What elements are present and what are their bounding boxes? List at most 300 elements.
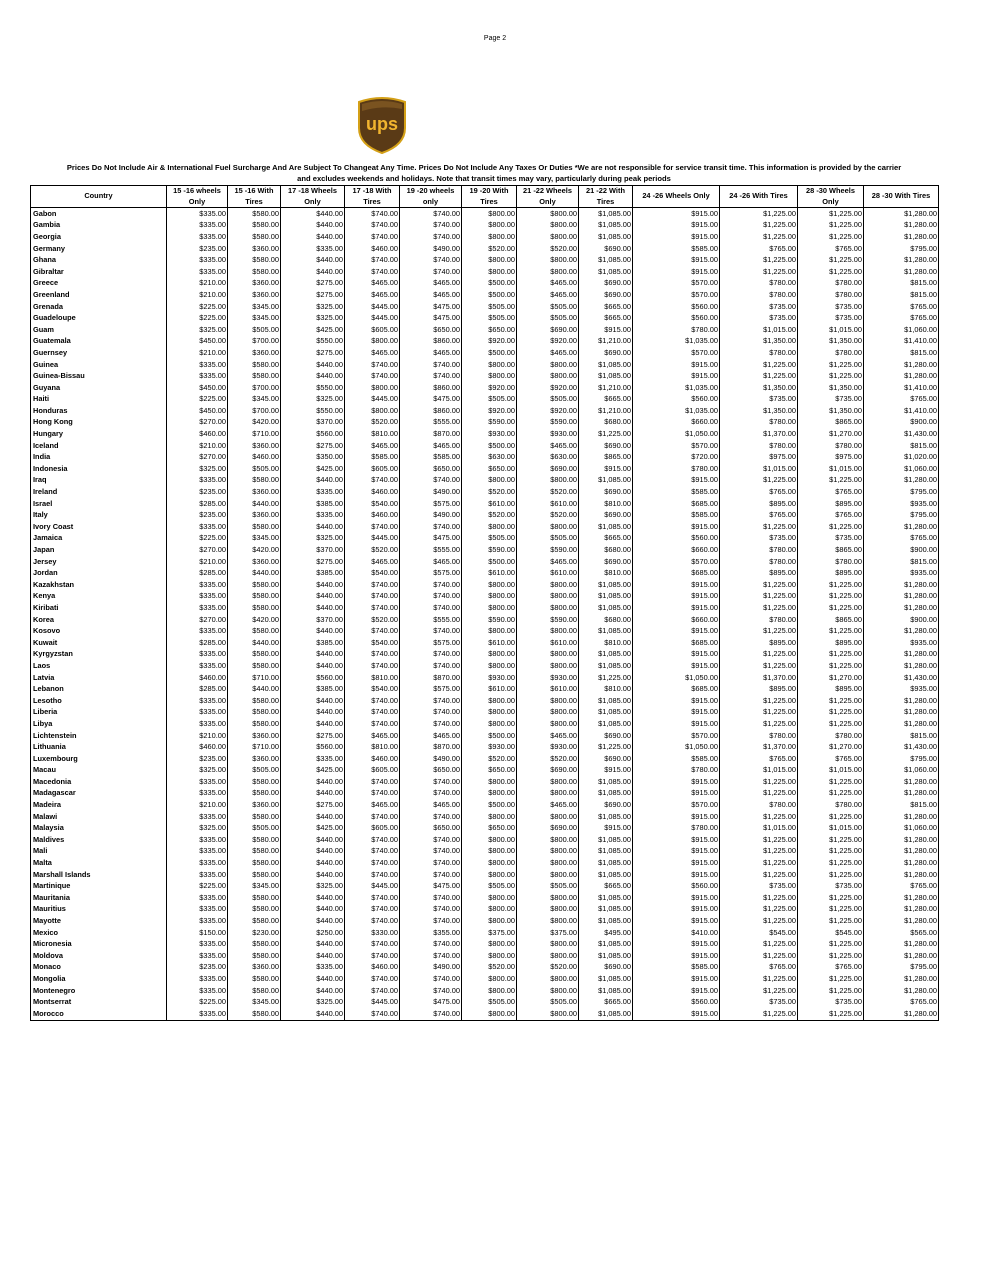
price-cell: $465.00	[400, 278, 462, 290]
price-cell: $440.00	[281, 208, 345, 220]
price-cell: $865.00	[798, 614, 864, 626]
price-cell: $505.00	[228, 324, 281, 336]
price-cell: $800.00	[517, 1008, 579, 1020]
price-cell: $1,225.00	[798, 834, 864, 846]
price-cell: $580.00	[228, 788, 281, 800]
price-cell: $1,280.00	[864, 649, 939, 661]
price-cell: $1,280.00	[864, 1008, 939, 1020]
price-cell: $650.00	[400, 765, 462, 777]
price-cell: $580.00	[228, 649, 281, 661]
price-cell: $1,350.00	[798, 405, 864, 417]
country-cell: Lesotho	[31, 695, 167, 707]
price-cell: $1,085.00	[579, 776, 633, 788]
price-cell: $335.00	[167, 579, 228, 591]
price-cell: $800.00	[517, 602, 579, 614]
price-cell: $575.00	[400, 498, 462, 510]
price-cell: $580.00	[228, 985, 281, 997]
price-cell: $740.00	[345, 521, 400, 533]
country-cell: Latvia	[31, 672, 167, 684]
price-cell: $1,015.00	[798, 324, 864, 336]
price-cell: $895.00	[798, 498, 864, 510]
price-cell: $800.00	[462, 695, 517, 707]
table-row	[31, 1008, 939, 1020]
country-cell: Moldova	[31, 950, 167, 962]
price-cell: $1,225.00	[798, 846, 864, 858]
price-cell: $930.00	[462, 672, 517, 684]
price-cell: $460.00	[167, 672, 228, 684]
price-cell: $440.00	[281, 857, 345, 869]
price-cell: $440.00	[281, 938, 345, 950]
table-row	[31, 440, 939, 452]
price-cell: $800.00	[517, 950, 579, 962]
price-cell: $1,225.00	[798, 915, 864, 927]
column-header: 24 -26 Wheels Only	[633, 186, 720, 208]
price-cell: $1,225.00	[720, 788, 798, 800]
price-cell: $800.00	[517, 625, 579, 637]
price-cell: $915.00	[633, 220, 720, 232]
price-cell: $225.00	[167, 394, 228, 406]
price-cell: $740.00	[400, 602, 462, 614]
price-cell: $450.00	[167, 405, 228, 417]
price-cell: $735.00	[720, 301, 798, 313]
table-row	[31, 834, 939, 846]
price-cell: $915.00	[633, 718, 720, 730]
price-cell: $1,035.00	[633, 405, 720, 417]
price-cell: $800.00	[517, 776, 579, 788]
price-cell: $1,060.00	[864, 463, 939, 475]
price-cell: $275.00	[281, 278, 345, 290]
price-cell: $740.00	[400, 521, 462, 533]
price-cell: $1,085.00	[579, 579, 633, 591]
price-cell: $350.00	[281, 451, 345, 463]
price-cell: $915.00	[633, 857, 720, 869]
price-cell: $585.00	[633, 509, 720, 521]
price-cell: $335.00	[167, 649, 228, 661]
price-cell: $915.00	[633, 707, 720, 719]
price-cell: $1,370.00	[720, 428, 798, 440]
price-cell: $1,225.00	[720, 846, 798, 858]
table-row	[31, 231, 939, 243]
price-cell: $335.00	[167, 973, 228, 985]
country-cell: Mayotte	[31, 915, 167, 927]
price-cell: $585.00	[633, 962, 720, 974]
price-cell: $780.00	[798, 730, 864, 742]
price-cell: $740.00	[345, 973, 400, 985]
price-cell: $765.00	[798, 962, 864, 974]
price-cell: $800.00	[462, 857, 517, 869]
price-cell: $440.00	[281, 950, 345, 962]
price-cell: $440.00	[281, 915, 345, 927]
price-cell: $580.00	[228, 718, 281, 730]
price-cell: $630.00	[517, 451, 579, 463]
table-row	[31, 289, 939, 301]
price-cell: $1,225.00	[798, 475, 864, 487]
price-cell: $780.00	[720, 440, 798, 452]
price-cell: $345.00	[228, 996, 281, 1008]
table-row	[31, 220, 939, 232]
country-cell: Mongolia	[31, 973, 167, 985]
price-cell: $1,280.00	[864, 231, 939, 243]
price-cell: $1,085.00	[579, 973, 633, 985]
country-cell: Mexico	[31, 927, 167, 939]
price-cell: $465.00	[400, 730, 462, 742]
price-cell: $800.00	[517, 892, 579, 904]
country-cell: Iraq	[31, 475, 167, 487]
price-cell: $1,280.00	[864, 904, 939, 916]
price-cell: $580.00	[228, 475, 281, 487]
price-cell: $275.00	[281, 289, 345, 301]
price-cell: $360.00	[228, 440, 281, 452]
price-cell: $335.00	[281, 486, 345, 498]
price-cell: $610.00	[517, 498, 579, 510]
price-cell: $490.00	[400, 753, 462, 765]
price-cell: $800.00	[517, 266, 579, 278]
price-cell: $660.00	[633, 614, 720, 626]
price-cell: $915.00	[579, 765, 633, 777]
price-cell: $1,280.00	[864, 834, 939, 846]
price-cell: $490.00	[400, 962, 462, 974]
price-cell: $360.00	[228, 753, 281, 765]
country-cell: Lebanon	[31, 683, 167, 695]
price-cell: $915.00	[633, 973, 720, 985]
svg-text:ups: ups	[365, 114, 399, 134]
column-header: 17 -18 Wheels Only	[281, 186, 345, 208]
price-cell: $915.00	[579, 463, 633, 475]
price-cell: $505.00	[462, 533, 517, 545]
price-cell: $740.00	[400, 718, 462, 730]
price-cell: $915.00	[633, 904, 720, 916]
price-cell: $915.00	[633, 788, 720, 800]
price-cell: $740.00	[345, 220, 400, 232]
price-notice	[30, 162, 938, 184]
price-cell: $765.00	[864, 301, 939, 313]
country-cell: Hong Kong	[31, 417, 167, 429]
price-cell: $540.00	[345, 683, 400, 695]
price-cell: $580.00	[228, 776, 281, 788]
price-cell: $665.00	[579, 394, 633, 406]
price-cell: $210.00	[167, 289, 228, 301]
price-cell: $465.00	[517, 556, 579, 568]
table-row	[31, 208, 939, 220]
price-cell: $800.00	[517, 915, 579, 927]
price-cell: $765.00	[720, 486, 798, 498]
price-cell: $520.00	[462, 509, 517, 521]
price-cell: $800.00	[462, 208, 517, 220]
price-cell: $740.00	[400, 254, 462, 266]
price-cell: $1,280.00	[864, 220, 939, 232]
price-cell: $475.00	[400, 312, 462, 324]
price-cell: $915.00	[633, 869, 720, 881]
price-cell: $520.00	[517, 486, 579, 498]
country-cell: Monaco	[31, 962, 167, 974]
price-cell: $740.00	[345, 579, 400, 591]
price-cell: $1,225.00	[798, 950, 864, 962]
price-cell: $580.00	[228, 973, 281, 985]
price-cell: $780.00	[798, 347, 864, 359]
price-cell: $475.00	[400, 880, 462, 892]
price-cell: $915.00	[633, 1008, 720, 1020]
price-cell: $465.00	[517, 440, 579, 452]
price-cell: $1,225.00	[720, 973, 798, 985]
price-cell: $690.00	[579, 278, 633, 290]
price-cell: $490.00	[400, 243, 462, 255]
price-cell: $270.00	[167, 417, 228, 429]
price-cell: $375.00	[462, 927, 517, 939]
price-cell: $795.00	[864, 509, 939, 521]
price-cell: $500.00	[462, 556, 517, 568]
price-cell: $325.00	[167, 822, 228, 834]
price-cell: $810.00	[345, 741, 400, 753]
price-cell: $975.00	[798, 451, 864, 463]
price-cell: $1,225.00	[720, 776, 798, 788]
table-row	[31, 614, 939, 626]
country-cell: Ivory Coast	[31, 521, 167, 533]
country-cell: Marshall Islands	[31, 869, 167, 881]
price-cell: $410.00	[633, 927, 720, 939]
table-row	[31, 695, 939, 707]
country-cell: Indonesia	[31, 463, 167, 475]
price-cell: $1,225.00	[798, 892, 864, 904]
price-cell: $440.00	[228, 683, 281, 695]
price-cell: $1,085.00	[579, 359, 633, 371]
price-cell: $440.00	[281, 1008, 345, 1020]
price-cell: $915.00	[633, 254, 720, 266]
price-cell: $740.00	[345, 985, 400, 997]
price-cell: $440.00	[281, 973, 345, 985]
price-cell: $1,085.00	[579, 370, 633, 382]
table-row	[31, 521, 939, 533]
price-cell: $590.00	[517, 544, 579, 556]
table-row	[31, 567, 939, 579]
country-cell: Mauritania	[31, 892, 167, 904]
price-cell: $570.00	[633, 799, 720, 811]
price-cell: $800.00	[462, 973, 517, 985]
price-cell: $740.00	[345, 811, 400, 823]
price-cell: $1,085.00	[579, 625, 633, 637]
price-cell: $505.00	[517, 880, 579, 892]
price-cell: $690.00	[579, 347, 633, 359]
price-cell: $815.00	[864, 730, 939, 742]
price-cell: $1,280.00	[864, 208, 939, 220]
price-cell: $495.00	[579, 927, 633, 939]
price-cell: $335.00	[167, 208, 228, 220]
country-cell: Montenegro	[31, 985, 167, 997]
price-cell: $520.00	[517, 509, 579, 521]
price-cell: $355.00	[400, 927, 462, 939]
price-cell: $520.00	[345, 614, 400, 626]
price-cell: $1,370.00	[720, 741, 798, 753]
price-cell: $335.00	[167, 475, 228, 487]
price-cell: $335.00	[167, 718, 228, 730]
price-cell: $1,225.00	[720, 591, 798, 603]
country-cell: Luxembourg	[31, 753, 167, 765]
price-cell: $440.00	[281, 521, 345, 533]
price-cell: $915.00	[633, 950, 720, 962]
price-cell: $1,015.00	[720, 463, 798, 475]
price-cell: $605.00	[345, 822, 400, 834]
price-cell: $930.00	[462, 428, 517, 440]
price-cell: $765.00	[798, 486, 864, 498]
table-row	[31, 556, 939, 568]
price-cell: $580.00	[228, 208, 281, 220]
price-cell: $690.00	[579, 243, 633, 255]
price-cell: $860.00	[400, 336, 462, 348]
price-cell: $335.00	[167, 266, 228, 278]
country-cell: Jordan	[31, 567, 167, 579]
price-cell: $630.00	[462, 451, 517, 463]
price-cell: $330.00	[345, 927, 400, 939]
price-cell: $465.00	[345, 730, 400, 742]
price-cell: $800.00	[517, 220, 579, 232]
price-cell: $740.00	[345, 915, 400, 927]
price-cell: $385.00	[281, 683, 345, 695]
price-cell: $375.00	[517, 927, 579, 939]
price-cell: $335.00	[167, 660, 228, 672]
price-cell: $1,280.00	[864, 915, 939, 927]
price-cell: $915.00	[633, 602, 720, 614]
price-cell: $1,410.00	[864, 405, 939, 417]
table-row	[31, 683, 939, 695]
price-cell: $1,225.00	[798, 718, 864, 730]
price-cell: $520.00	[462, 962, 517, 974]
price-cell: $780.00	[798, 799, 864, 811]
price-cell: $505.00	[462, 312, 517, 324]
price-cell: $1,225.00	[579, 672, 633, 684]
price-cell: $1,225.00	[798, 811, 864, 823]
price-cell: $800.00	[517, 985, 579, 997]
price-cell: $580.00	[228, 857, 281, 869]
table-row	[31, 509, 939, 521]
price-cell: $1,085.00	[579, 846, 633, 858]
price-cell: $740.00	[345, 208, 400, 220]
price-cell: $800.00	[462, 602, 517, 614]
price-cell: $740.00	[400, 950, 462, 962]
price-cell: $235.00	[167, 486, 228, 498]
price-cell: $425.00	[281, 463, 345, 475]
price-cell: $475.00	[400, 996, 462, 1008]
price-cell: $865.00	[798, 417, 864, 429]
price-cell: $765.00	[798, 243, 864, 255]
price-cell: $580.00	[228, 869, 281, 881]
price-cell: $235.00	[167, 243, 228, 255]
price-cell: $1,225.00	[720, 625, 798, 637]
country-cell: Greenland	[31, 289, 167, 301]
price-cell: $450.00	[167, 382, 228, 394]
price-cell: $345.00	[228, 533, 281, 545]
price-cell: $800.00	[462, 904, 517, 916]
price-cell: $1,225.00	[720, 834, 798, 846]
table-row	[31, 880, 939, 892]
price-cell: $740.00	[400, 266, 462, 278]
price-cell: $445.00	[345, 301, 400, 313]
table-row	[31, 649, 939, 661]
price-cell: $590.00	[517, 614, 579, 626]
table-body	[31, 208, 939, 1021]
table-row	[31, 324, 939, 336]
country-cell: Laos	[31, 660, 167, 672]
price-cell: $920.00	[462, 405, 517, 417]
price-cell: $1,225.00	[798, 370, 864, 382]
country-cell: Iceland	[31, 440, 167, 452]
price-cell: $740.00	[345, 231, 400, 243]
country-cell: Macedonia	[31, 776, 167, 788]
price-cell: $800.00	[517, 834, 579, 846]
table-row	[31, 788, 939, 800]
price-cell: $800.00	[517, 811, 579, 823]
price-cell: $270.00	[167, 544, 228, 556]
price-cell: $915.00	[633, 208, 720, 220]
table-row	[31, 266, 939, 278]
price-cell: $1,225.00	[798, 254, 864, 266]
price-cell: $690.00	[579, 799, 633, 811]
price-cell: $1,350.00	[720, 382, 798, 394]
price-cell: $740.00	[345, 788, 400, 800]
price-cell: $445.00	[345, 880, 400, 892]
price-cell: $335.00	[167, 811, 228, 823]
price-cell: $710.00	[228, 741, 281, 753]
country-cell: Mauritius	[31, 904, 167, 916]
price-cell: $800.00	[517, 973, 579, 985]
table-row	[31, 428, 939, 440]
price-cell: $650.00	[462, 822, 517, 834]
price-cell: $275.00	[281, 347, 345, 359]
price-cell: $440.00	[281, 788, 345, 800]
price-cell: $580.00	[228, 950, 281, 962]
price-cell: $610.00	[462, 637, 517, 649]
price-cell: $210.00	[167, 347, 228, 359]
price-cell: $895.00	[720, 498, 798, 510]
price-cell: $935.00	[864, 567, 939, 579]
price-cell: $915.00	[633, 370, 720, 382]
price-cell: $1,280.00	[864, 846, 939, 858]
price-cell: $505.00	[462, 394, 517, 406]
price-cell: $1,060.00	[864, 765, 939, 777]
price-cell: $915.00	[633, 915, 720, 927]
price-cell: $920.00	[462, 382, 517, 394]
price-cell: $235.00	[167, 962, 228, 974]
price-cell: $935.00	[864, 683, 939, 695]
price-cell: $270.00	[167, 614, 228, 626]
price-cell: $335.00	[281, 753, 345, 765]
price-cell: $1,225.00	[798, 707, 864, 719]
price-cell: $335.00	[167, 1008, 228, 1020]
country-cell: Guam	[31, 324, 167, 336]
price-cell: $740.00	[400, 1008, 462, 1020]
price-cell: $335.00	[167, 254, 228, 266]
price-cell: $1,225.00	[798, 602, 864, 614]
price-cell: $800.00	[345, 382, 400, 394]
price-cell: $440.00	[228, 567, 281, 579]
price-cell: $915.00	[579, 822, 633, 834]
price-cell: $895.00	[720, 683, 798, 695]
price-cell: $610.00	[517, 567, 579, 579]
price-cell: $800.00	[517, 208, 579, 220]
price-cell: $505.00	[228, 822, 281, 834]
price-cell: $800.00	[517, 591, 579, 603]
price-cell: $580.00	[228, 625, 281, 637]
country-cell: Lichtenstein	[31, 730, 167, 742]
price-cell: $1,225.00	[720, 208, 798, 220]
country-cell: Ireland	[31, 486, 167, 498]
price-cell: $740.00	[345, 254, 400, 266]
column-header: 15 -16 With Tires	[228, 186, 281, 208]
price-cell: $580.00	[228, 834, 281, 846]
table-row	[31, 579, 939, 591]
price-cell: $335.00	[167, 602, 228, 614]
price-cell: $1,280.00	[864, 707, 939, 719]
price-cell: $740.00	[400, 649, 462, 661]
price-cell: $740.00	[345, 359, 400, 371]
